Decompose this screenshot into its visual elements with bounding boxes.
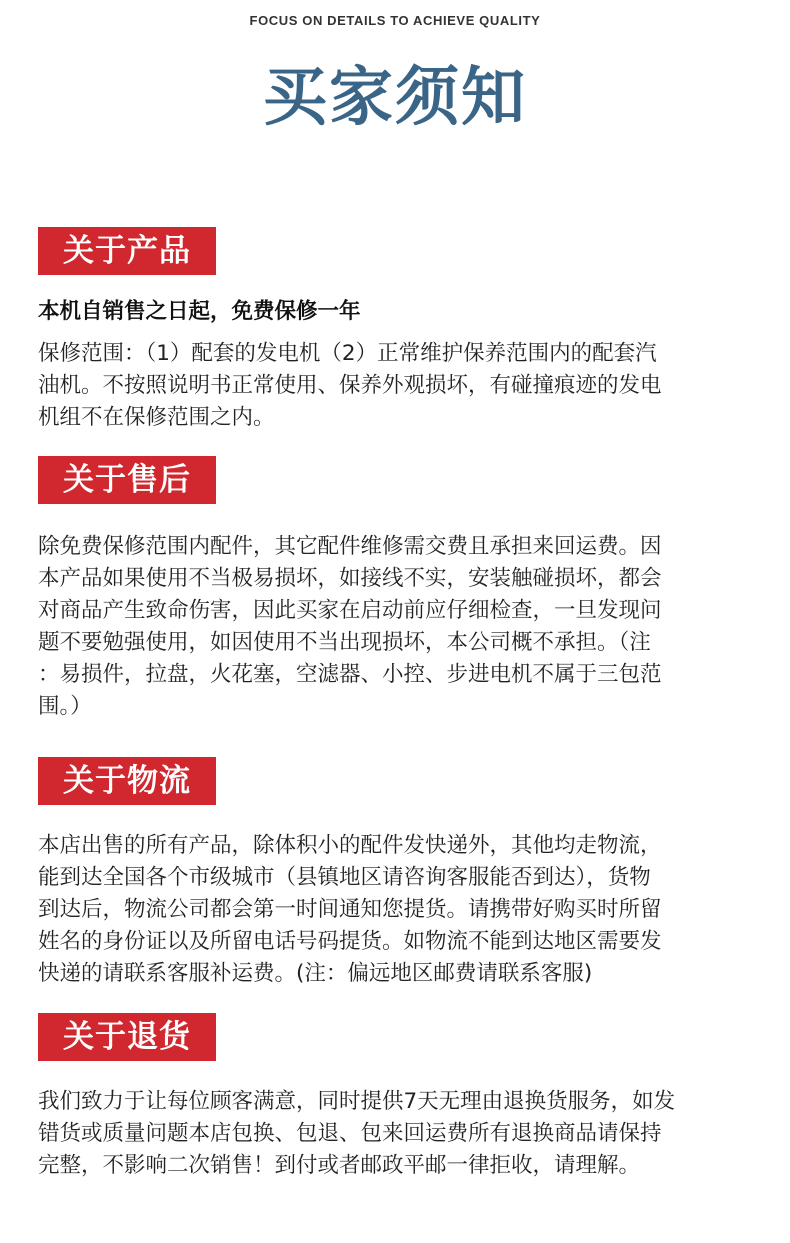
- page-subtitle: FOCUS ON DETAILS TO ACHIEVE QUALITY: [249, 13, 541, 28]
- logistics-body: 本店出售的所有产品，除体积小的配件发快递外，其他均走物流， 能到达全国各个市级城市（县镇地区请咨询客服能否到达），货物 到达后，物流公司都会第一时间通知您提货。请携带好购买时所留 姓名的身份证以及所留电话号码提货。如物流不能到达地区需要发 快递的请联系客服补运费。(注：偏远地区邮费请联系客服): [38, 833, 662, 986]
- section-header-logistics: 关于物流: [38, 757, 216, 805]
- section-header-product: 关于产品: [38, 227, 216, 275]
- section-header-returns: 关于退货: [38, 1013, 216, 1061]
- section-header-after-sales: 关于售后: [38, 456, 216, 504]
- page-title: 买家须知: [263, 61, 527, 135]
- product-body: 保修范围：（1）配套的发电机（2）正常维护保养范围内的配套汽 油机。不按照说明书正常使用、保养外观损坏，有碰撞痕迹的发电 机组不在保修范围之内。: [38, 341, 662, 430]
- warranty-lead: 本机自销售之日起，免费保修一年: [38, 299, 361, 324]
- returns-body: 我们致力于让每位顾客满意，同时提供7天无理由退换货服务，如发 错货或质量问题本店包换、包退、包来回运费所有退换商品请保持 完整，不影响二次销售！到付或者邮政平邮一律拒收，请理解。: [38, 1089, 676, 1178]
- after-sales-body: 除免费保修范围内配件，其它配件维修需交费且承担来回运费。因 本产品如果使用不当极易损坏，如接线不实，安装触碰损坏，都会 对商品产生致命伤害，因此买家在启动前应仔细检查，一旦发现问 题不要勉强使用，如因使用不当出现损坏，本公司概不承担。（注 ：易损件，拉盘，火花塞，空滤器、小控、步进电机不属于三包范 围。）: [38, 534, 662, 719]
